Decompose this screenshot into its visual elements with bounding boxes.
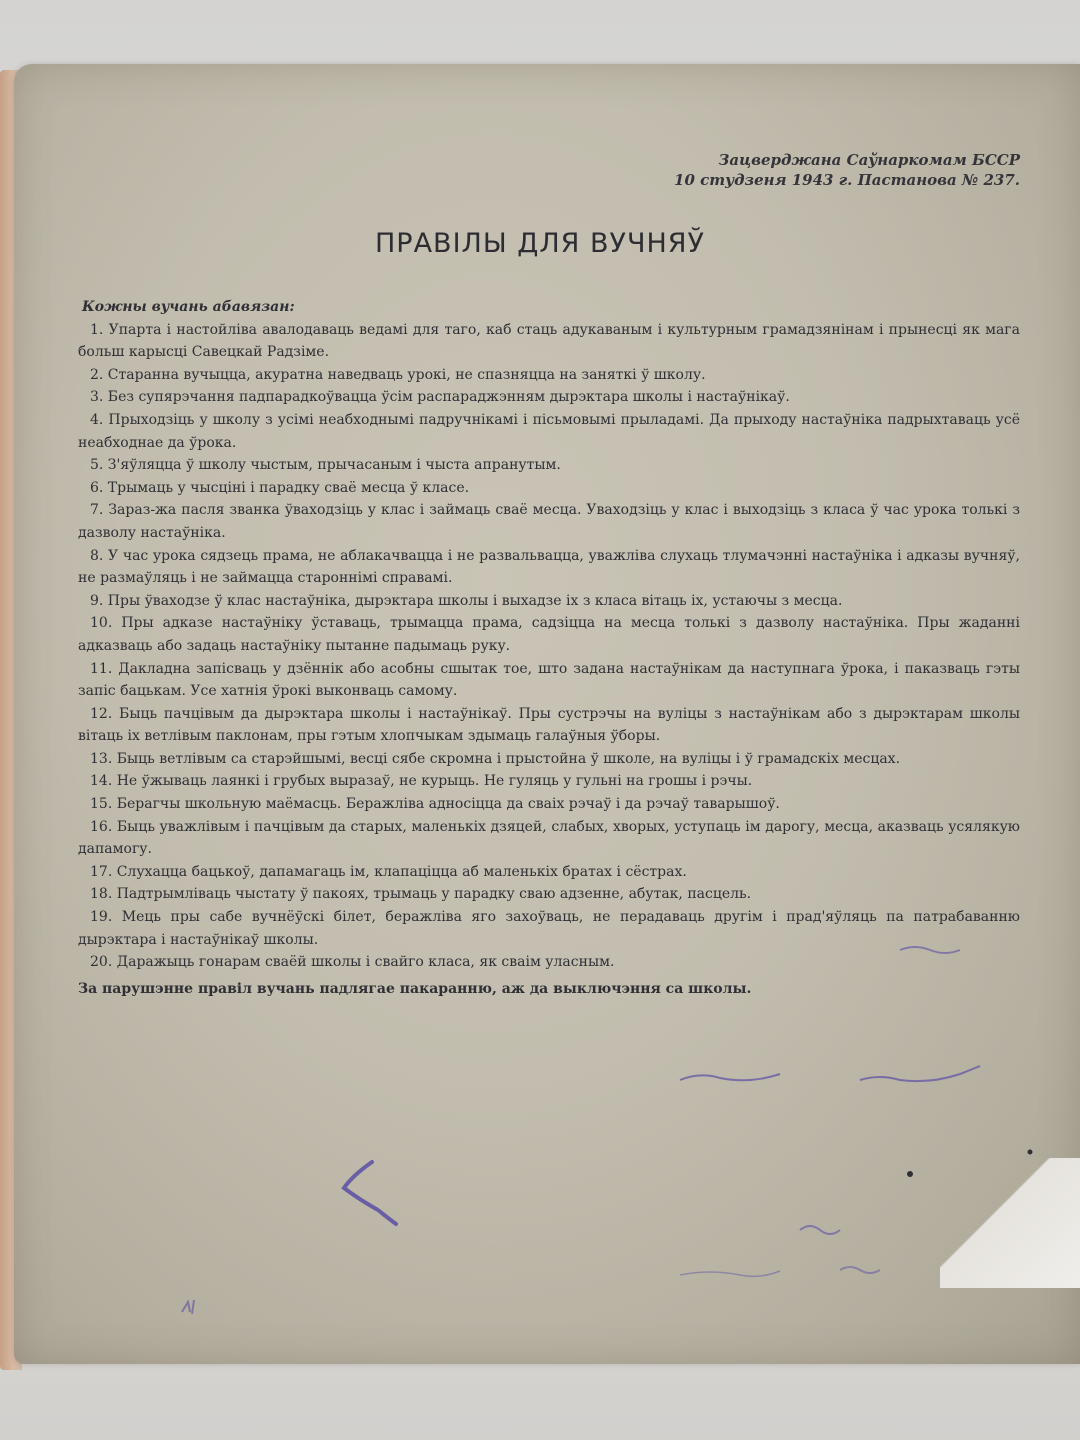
rules-intro: Кожны вучань абавязан:	[82, 299, 295, 315]
rule-item: 19. Мець пры сабе вучнёўскі білет, беражліва яго захоўваць, не перадаваць другім і прад'яўляць па патрабаванню дырэктара і настаўнікаў школы.	[78, 909, 1020, 948]
approval-line-2: 10 студзеня 1943 г. Пастанова № 237.	[674, 171, 1020, 189]
rule-item: 6. Трымаць у чысціні і парадку сваё месца ў класе.	[90, 479, 470, 496]
rule-item: 9. Пры ўваходзе ў клас настаўніка, дырэктара школы і выхадзе іх з класа вітаць іх, устаючы з месца.	[90, 592, 843, 609]
rules-closing: За парушэнне правіл вучань падлягае пакаранню, аж да выключэння са школы.	[78, 980, 752, 997]
rule-item: 1. Упарта і настойліва авалодаваць ведамі для таго, каб стаць адукаваным і культурным грамадзянінам і прынесці як мага больш карысці Савецкай Радзіме.	[78, 321, 1020, 361]
rule-item: 3. Без супярэчання падпарадкоўвацца ўсім распараджэнням дырэктара школы і настаўнікаў.	[90, 389, 790, 406]
approval-line-1: Зацверджана Саўнаркомам БССР	[718, 151, 1020, 169]
rule-item: 8. У час урока сядзець прама, не аблакачвацца і не развальвацца, уважліва слухаць тлумачэнні настаўніка і адказы вучняў, не размаўляць і не займацца староннімі справамі.	[78, 547, 1020, 587]
rule-item: 18. Падтрымліваць чыстату ў пакоях, трымаць у парадку сваю адзенне, абутак, пасцель.	[90, 886, 752, 903]
rule-item: 7. Зараз-жа пасля званка ўваходзіць у клас і займаць сваё месца. Уваходзіць у клас і выходзіць з класа ў час урока толькі з дазволу настаўніка.	[78, 502, 1020, 541]
rule-item: 5. З'яўляцца ў школу чыстым, прычасаным і чыста апранутым.	[90, 457, 561, 474]
rule-item: 4. Прыходзіць у школу з усімі неабходнымі падручнікамі і пісьмовымі прыладамі. Да прыходу настаўніка падрыхтаваць усё неабходнае да ўрока.	[78, 411, 1020, 451]
rule-item: 10. Пры адказе настаўніку ўставаць, трымацца прама, садзіцца на месца толькі з дазволу настаўніка. Пры жаданні адказваць або задаць настаўніку пытанне падымаць руку.	[78, 615, 1020, 654]
rule-item: 14. Не ўжываць лаянкі і грубых выразаў, не курыць. Не гуляць у гульні на грошы і рэчы.	[90, 773, 753, 790]
rule-item: 11. Дакладна запісваць у дзённік або асобны сшытак тое, што задана настаўнікам да наступнага ўрока, і паказваць гэты запіс бацькам. Усе хатнія ўрокі выконваць самому.	[78, 660, 1020, 700]
rule-item: 15. Берагчы школьную маёмасць. Беражліва адносіцца да сваіх рэчаў і да рэчаў таварышоў.	[90, 796, 780, 813]
rule-item: 17. Слухацца бацькоў, дапамагаць ім, клапаціцца аб маленькіх братах і сёстрах.	[90, 863, 687, 880]
rule-item: 20. Даражыць гонарам сваёй школы і свайго класа, як сваім уласным.	[90, 954, 615, 971]
page-title: ПРАВІЛЫ ДЛЯ ВУЧНЯЎ	[375, 228, 705, 259]
worn-page-corner	[940, 1158, 1080, 1288]
rule-item: 13. Быць ветлівым са старэйшымі, весці сябе скромна і прыстойна ў школе, на вуліцы і ў грамадскіх месцах.	[90, 750, 901, 767]
approval-note	[600, 150, 1020, 190]
rules-body	[78, 296, 1020, 1000]
rule-item: 2. Старанна вучыцца, акуратна наведваць урокі, не спазняцца на заняткі ў школу.	[90, 366, 706, 383]
rule-item: 16. Быць уважлівым і пачцівым да старых, маленькіх дзяцей, слабых, хворых, уступаць ім дарогу, месца, аказваць усялякую дапамогу.	[78, 818, 1020, 858]
rule-item: 12. Быць пачцівым да дырэктара школы і настаўнікаў. Пры сустрэчы на вуліцы з настаўнікам або з дырэктарам школы вітаць іх ветлівым паклонам, пры гэтым хлопчыкам здымаць галаўныя ўборы.	[78, 705, 1020, 745]
